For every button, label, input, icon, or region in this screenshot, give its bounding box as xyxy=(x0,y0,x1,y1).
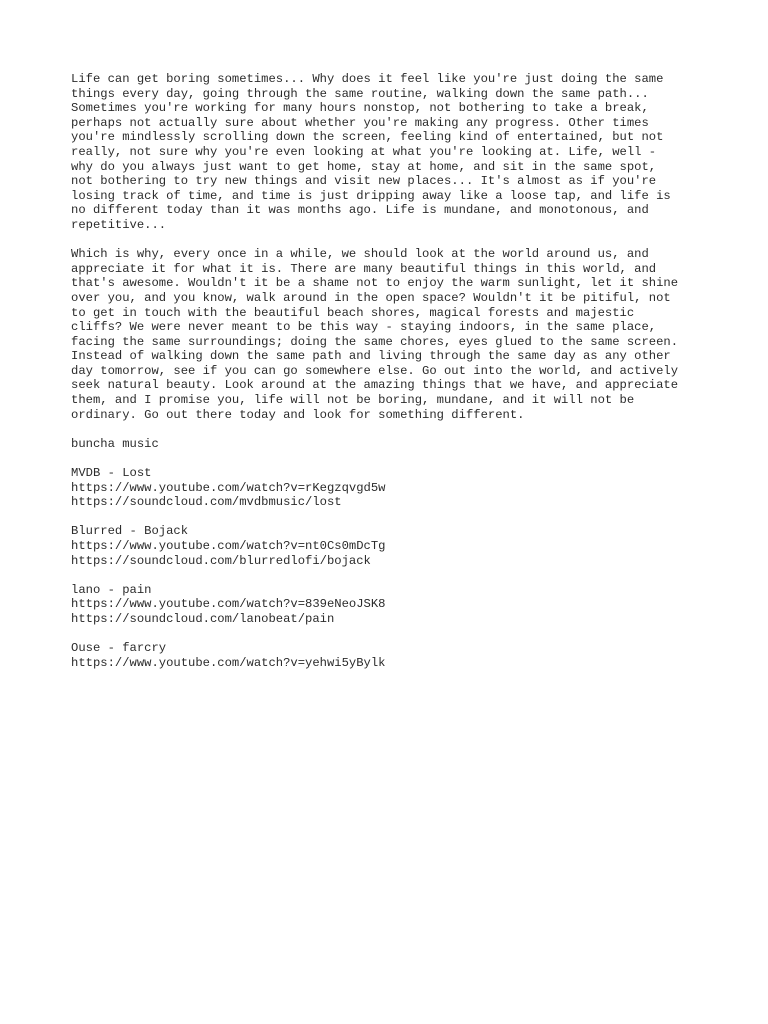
text-line: perhaps not actually sure about whether you're making any progress. Other times xyxy=(71,115,649,130)
text-line: why do you always just want to get home, stay at home, and sit in the same spot, xyxy=(71,159,657,174)
text-line: things every day, going through the same routine, walking down the same path... xyxy=(71,86,649,101)
text-line: Sometimes you're working for many hours nonstop, not bothering to take a break, xyxy=(71,101,649,116)
text-line: Which is why, every once in a while, we should look at the world around us, and xyxy=(71,247,649,262)
text-line: cliffs? We were never meant to be this way - staying indoors, in the same place, xyxy=(71,320,657,335)
track-title: lano - pain xyxy=(71,582,152,597)
youtube-link[interactable]: https://www.youtube.com/watch?v=839eNeoJSK8 xyxy=(71,597,386,612)
soundcloud-link[interactable]: https://soundcloud.com/mvdbmusic/lost xyxy=(71,495,342,510)
document-page xyxy=(71,72,711,670)
soundcloud-link[interactable]: https://soundcloud.com/blurredlofi/bojack xyxy=(71,553,371,568)
text-line: day tomorrow, see if you can go somewhere else. Go out into the world, and actively xyxy=(71,363,679,378)
text-line: them, and I promise you, life will not be boring, mundane, and it will not be xyxy=(71,393,635,408)
youtube-link[interactable]: https://www.youtube.com/watch?v=yehwi5yBylk xyxy=(71,655,386,670)
soundcloud-link[interactable]: https://soundcloud.com/lanobeat/pain xyxy=(71,611,335,626)
paragraph-gap xyxy=(71,233,711,248)
track-title: MVDB - Lost xyxy=(71,466,152,481)
text-line: Instead of walking down the same path and living through the same day as any other xyxy=(71,349,671,364)
youtube-link[interactable]: https://www.youtube.com/watch?v=nt0Cs0mDcTg xyxy=(71,539,386,553)
text-line: not bothering to try new things and visit new places... It's almost as if you're xyxy=(71,174,657,189)
youtube-link[interactable]: https://www.youtube.com/watch?v=rKegzqvgd5w xyxy=(71,480,386,495)
text-line: seek natural beauty. Look around at the amazing things that we have, and appreciate xyxy=(71,378,679,393)
track-title: Blurred - Bojack xyxy=(71,524,189,539)
text-line: losing track of time, and time is just dripping away like a loose tap, and life is xyxy=(71,188,671,203)
second-paragraph xyxy=(71,247,711,422)
music-heading: buncha music xyxy=(71,436,159,451)
track-title: Ouse - farcry xyxy=(71,641,167,656)
track-block xyxy=(71,466,711,510)
track-block xyxy=(71,583,711,627)
track-block xyxy=(71,524,711,568)
text-line: really, not sure why you're even looking at what you're looking at. Life, well - xyxy=(71,144,657,159)
intro-paragraph xyxy=(71,72,711,233)
paragraph-gap xyxy=(71,422,711,437)
text-line: repetitive... xyxy=(71,217,167,232)
text-line: facing the same surroundings; doing the same chores, eyes glued to the same screen. xyxy=(71,334,679,349)
track-block xyxy=(71,641,711,670)
text-line: ordinary. Go out there today and look for something different. xyxy=(71,407,525,422)
text-line: Life can get boring sometimes... Why does it feel like you're just doing the same xyxy=(71,72,664,86)
text-line: appreciate it for what it is. There are many beautiful things in this world, and xyxy=(71,261,657,276)
paragraph-gap xyxy=(71,568,711,583)
text-line: that's awesome. Wouldn't it be a shame not to enjoy the warm sunlight, let it shine xyxy=(71,276,679,291)
text-line: over you, and you know, walk around in the open space? Wouldn't it be pitiful, not xyxy=(71,290,671,305)
paragraph-gap xyxy=(71,510,711,525)
paragraph-gap xyxy=(71,451,711,466)
paragraph-gap xyxy=(71,627,711,642)
text-line: you're mindlessly scrolling down the screen, feeling kind of entertained, but not xyxy=(71,130,664,145)
text-line: no different today than it was months ago. Life is mundane, and monotonous, and xyxy=(71,203,649,218)
text-line: to get in touch with the beautiful beach shores, magical forests and majestic xyxy=(71,305,635,320)
